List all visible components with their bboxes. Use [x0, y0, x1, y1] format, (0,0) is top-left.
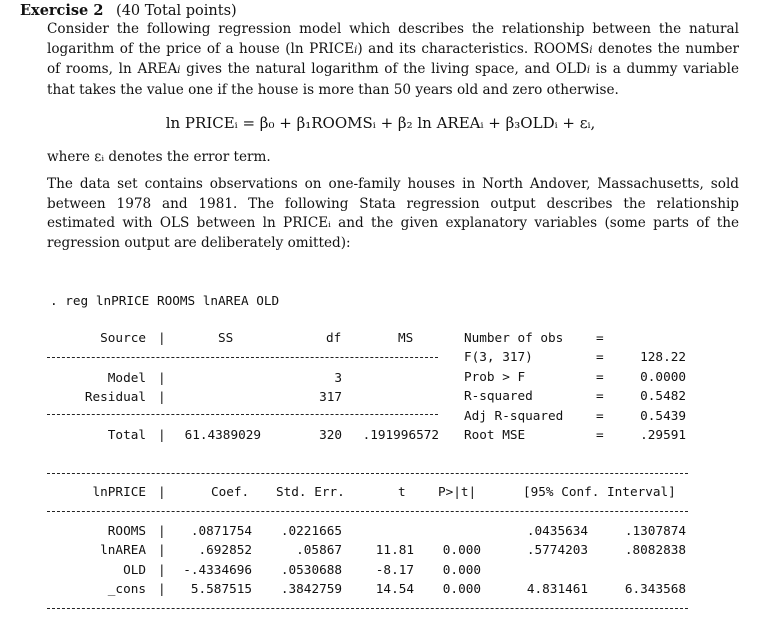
anova-row-source: Total — [107, 427, 146, 442]
coef-row-divider: | — [158, 581, 166, 597]
stat-equals: = — [596, 330, 604, 345]
stata-command: . reg lnPRICE ROOMS lnAREA OLD — [50, 293, 280, 308]
anova-row-df: 320 — [319, 427, 342, 442]
coef-row-se: .0221665 — [280, 523, 342, 538]
exercise-title: Exercise 2 — [20, 2, 104, 19]
error-term-note: where εᵢ denotes the error term. — [47, 149, 271, 165]
coef-row-coef: .692852 — [198, 542, 252, 558]
coef-row-se: .0530688 — [280, 561, 342, 577]
intro-line-1: Consider the following regression model which describes the relationship between the natural logarithm — [47, 21, 739, 57]
anova-row-divider: | — [158, 370, 166, 385]
stat-equals: = — [596, 368, 604, 384]
regression-equation: ln PRICEᵢ = β₀ + β₁ROOMSᵢ + β₂ ln AREAᵢ + β₃OLDᵢ + εᵢ, — [165, 114, 596, 132]
dataset-paragraph: The data set contains observations on one-family houses in North Andover, Massachusetts, sold between 1978 and 1981. The following Stata regression output describes the relationship estimated with OLS between ln PRICEᵢ and the given explanatory variables (some parts of the regression output are deliberately omitted): — [47, 176, 739, 251]
anova-header-df: df — [326, 330, 342, 345]
stat-label: Prob > F — [464, 368, 526, 384]
anova-row-source: Model — [107, 370, 146, 385]
coef-row-p: 0.000 — [442, 581, 481, 597]
intro-paragraph: Consider the following regression model which describes the relationship between the natural logarithm of the price of a house (ln PRICEi) and its characteristics. ROOMSi denotes the number of rooms, ln AREAi gives the natural logarithm of the living space, and OLDi is a dummy variable that takes the value one if the house is more than 50 years old and zero otherwise. — [47, 21, 740, 98]
anova-row-ms: .191996572 — [362, 427, 439, 442]
coef-row-ci-low: .0435634 — [526, 523, 588, 538]
coef-separator-mid — [47, 511, 688, 512]
anova-header-ss: SS — [218, 330, 234, 345]
stat-label: F(3, 317) — [464, 349, 533, 365]
stat-equals: = — [596, 388, 604, 404]
intro-line-2c: denotes the number of rooms, — [47, 40, 740, 77]
anova-row-df: 3 — [334, 370, 342, 385]
intro-line-4: the value one if the house is more than 50 years old and zero otherwise. — [120, 81, 619, 98]
coef-row-se: .05867 — [296, 542, 342, 558]
coef-row-t: 14.54 — [375, 581, 414, 597]
coef-row-t: 11.81 — [375, 542, 414, 558]
coef-row-p: 0.000 — [442, 542, 481, 558]
anova-separator-top — [47, 357, 438, 358]
coef-row-var: lnAREA — [100, 542, 146, 558]
stat-value: 0.0000 — [640, 368, 686, 384]
coef-row-coef: .0871754 — [190, 523, 252, 538]
coef-header-se: Std. Err. — [276, 484, 345, 499]
anova-row-divider: | — [158, 389, 166, 404]
coef-row-divider: | — [158, 542, 166, 558]
coef-row-ci-high: .1307874 — [624, 523, 686, 538]
intro-line-2b: ) and its characteristics. ROOMS — [357, 40, 590, 57]
coef-header-t: t — [398, 484, 406, 499]
intro-line-2a: of the price of a house (ln PRICE — [119, 40, 355, 57]
coef-row-ci-high: 6.343568 — [624, 581, 686, 597]
anova-header-ms: MS — [398, 330, 414, 345]
coef-row-se: .3842759 — [280, 581, 342, 597]
coef-header-var: lnPRICE — [92, 484, 146, 499]
stat-value: 0.5482 — [640, 388, 686, 404]
coef-row-p: 0.000 — [442, 561, 481, 577]
coef-row-ci-low: 4.831461 — [526, 581, 588, 597]
anova-row-source: Residual — [84, 389, 146, 404]
coef-row-t: -8.17 — [375, 561, 414, 577]
intro-line-3c: is a dummy variable that takes — [47, 61, 739, 98]
stat-value: .29591 — [640, 427, 686, 442]
coef-row-var: OLD — [123, 561, 146, 577]
coef-row-divider: | — [158, 523, 166, 538]
stat-label: Number of obs — [464, 330, 564, 345]
stat-value: 0.5439 — [640, 407, 686, 423]
coef-row-coef: -.4334696 — [183, 561, 252, 577]
anova-row-ss: 61.4389029 — [184, 427, 261, 442]
intro-line-3b: gives the natural logarithm of the living space, and OLD — [180, 61, 587, 77]
stat-label: Root MSE — [464, 427, 526, 442]
exercise-points: (40 Total points) — [116, 3, 237, 19]
coef-header-coef: Coef. — [211, 484, 250, 499]
anova-row-divider: | — [158, 427, 166, 442]
anova-separator-bottom — [47, 414, 438, 415]
anova-header-divider: | — [158, 330, 166, 345]
coef-separator-bottom — [47, 608, 688, 609]
stat-equals: = — [596, 407, 604, 423]
stat-label: Adj R-squared — [464, 407, 564, 423]
intro-line-3a: ln AREA — [118, 61, 178, 77]
stat-equals: = — [596, 349, 604, 365]
coef-row-coef: 5.587515 — [190, 581, 252, 597]
coef-row-var: ROOMS — [107, 523, 146, 538]
coef-separator-top — [47, 473, 688, 474]
anova-row-df: 317 — [319, 389, 342, 404]
coef-header-p: P>|t| — [438, 484, 477, 499]
coef-row-ci-high: .8082838 — [624, 542, 686, 558]
anova-header-source: Source — [100, 330, 146, 345]
coef-header-divider: | — [158, 484, 166, 499]
coef-row-var: _cons — [107, 581, 146, 597]
coef-header-ci: [95% Conf. Interval] — [523, 484, 676, 499]
stat-equals: = — [596, 427, 604, 442]
coef-row-ci-low: .5774203 — [526, 542, 588, 558]
stat-label: R-squared — [464, 388, 533, 404]
stat-value: 128.22 — [640, 349, 686, 365]
coef-row-divider: | — [158, 561, 166, 577]
